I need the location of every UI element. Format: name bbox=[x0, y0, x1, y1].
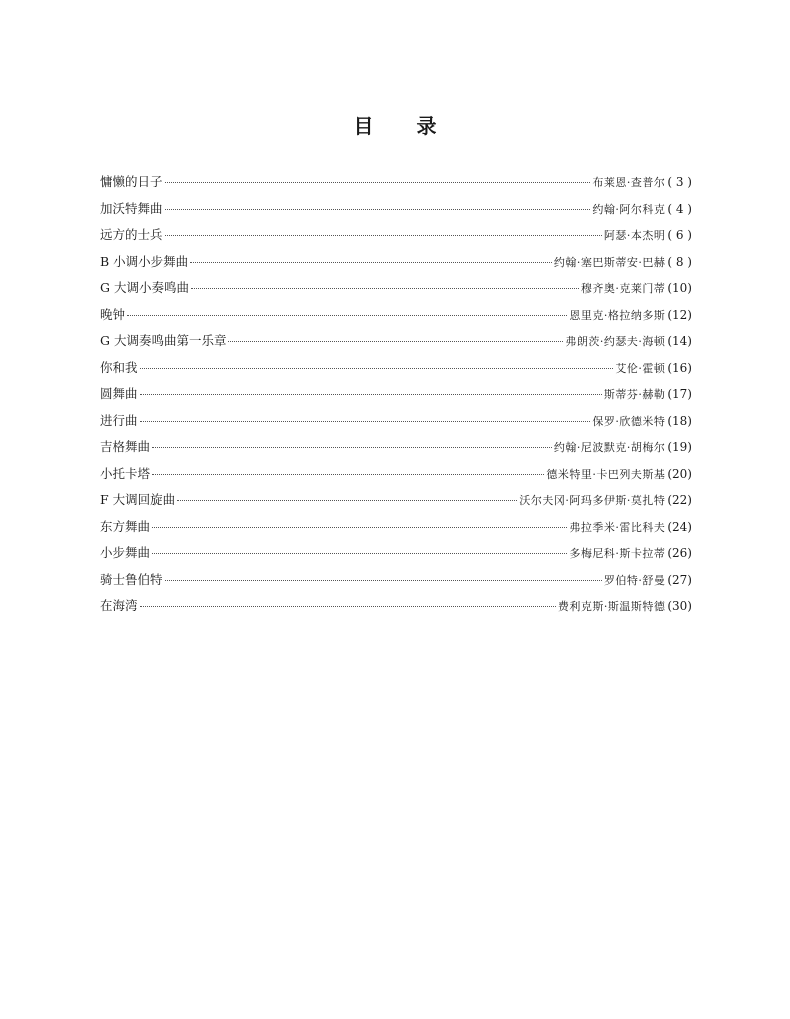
entry-title: B 小调小步舞曲 bbox=[100, 253, 189, 269]
toc-entry[interactable] bbox=[100, 358, 692, 385]
entry-title: 小托卡塔 bbox=[100, 465, 151, 481]
toc-entry[interactable] bbox=[100, 278, 692, 305]
entry-composer: 斯蒂芬·赫勒 bbox=[603, 388, 666, 401]
toc-entry[interactable] bbox=[100, 411, 692, 438]
toc-list bbox=[100, 172, 692, 623]
dot-leader bbox=[165, 181, 591, 183]
entry-composer: 布莱恩·查普尔 bbox=[592, 176, 666, 189]
entry-title: 进行曲 bbox=[100, 412, 138, 428]
entry-page-number: (16) bbox=[667, 360, 692, 375]
dot-leader bbox=[165, 208, 591, 210]
entry-page-number: (30) bbox=[667, 599, 692, 613]
entry-composer: 穆齐奥·克莱门蒂 bbox=[580, 282, 666, 295]
entry-composer: 费利克斯·斯温斯特德 bbox=[557, 600, 666, 613]
entry-composer: 保罗·欣德米特 bbox=[592, 414, 666, 428]
dot-leader bbox=[140, 367, 614, 369]
entry-title: 骑士鲁伯特 bbox=[100, 571, 163, 587]
dot-leader bbox=[177, 499, 517, 501]
entry-title: 加沃特舞曲 bbox=[100, 200, 163, 216]
dot-leader bbox=[140, 420, 591, 422]
toc-entry[interactable] bbox=[100, 517, 692, 544]
toc-entry[interactable] bbox=[100, 384, 692, 411]
dot-leader bbox=[191, 287, 579, 289]
toc-entry[interactable] bbox=[100, 596, 692, 623]
entry-composer: 约翰·塞巴斯蒂安·巴赫 bbox=[553, 255, 666, 269]
entry-page-number: ( 6 ) bbox=[667, 228, 692, 242]
entry-title: 你和我 bbox=[100, 359, 138, 375]
entry-composer: 罗伯特·舒曼 bbox=[603, 573, 666, 587]
toc-entry[interactable] bbox=[100, 543, 692, 570]
dot-leader bbox=[165, 579, 602, 581]
entry-title: 远方的士兵 bbox=[100, 227, 163, 242]
toc-entry[interactable] bbox=[100, 331, 692, 358]
entry-page-number: (24) bbox=[667, 519, 692, 534]
dot-leader bbox=[190, 261, 552, 263]
entry-page-number: (20) bbox=[667, 466, 692, 481]
entry-page-number: (10) bbox=[667, 281, 692, 295]
entry-page-number: (12) bbox=[667, 307, 692, 322]
entry-title: G 大调小奏鸣曲 bbox=[100, 280, 189, 295]
entry-title: 圆舞曲 bbox=[100, 386, 138, 401]
dot-leader bbox=[152, 473, 544, 475]
entry-composer: 多梅尼科·斯卡拉蒂 bbox=[569, 547, 666, 560]
entry-title: 东方舞曲 bbox=[100, 518, 151, 534]
entry-page-number: (18) bbox=[667, 413, 692, 428]
entry-composer: 约翰·尼波默克·胡梅尔 bbox=[553, 441, 666, 454]
entry-page-number: (27) bbox=[667, 572, 692, 587]
toc-entry[interactable] bbox=[100, 570, 692, 597]
entry-title: 在海湾 bbox=[100, 598, 138, 613]
entry-composer: 弗朗茨·约瑟夫·海顿 bbox=[565, 335, 666, 348]
toc-entry[interactable] bbox=[100, 199, 692, 226]
entry-page-number: ( 8 ) bbox=[667, 254, 692, 269]
entry-composer: 沃尔夫冈·阿玛多伊斯·莫扎特 bbox=[519, 494, 666, 507]
entry-title: 小步舞曲 bbox=[100, 545, 151, 560]
dot-leader bbox=[152, 446, 552, 448]
page-title: 目 录 bbox=[353, 114, 455, 138]
toc-entry[interactable] bbox=[100, 437, 692, 464]
dot-leader bbox=[152, 526, 567, 528]
entry-composer: 阿瑟·本杰明 bbox=[603, 229, 666, 242]
toc-entry[interactable] bbox=[100, 225, 692, 252]
dot-leader bbox=[165, 234, 602, 236]
dot-leader bbox=[127, 314, 567, 316]
entry-title: 吉格舞曲 bbox=[100, 439, 151, 454]
entry-composer: 恩里克·格拉纳多斯 bbox=[569, 308, 666, 322]
entry-composer: 弗拉季米·雷比科夫 bbox=[569, 520, 666, 534]
dot-leader bbox=[152, 552, 567, 554]
dot-leader bbox=[140, 393, 602, 395]
entry-page-number: ( 3 ) bbox=[667, 175, 692, 189]
entry-title: G 大调奏鸣曲第一乐章 bbox=[100, 333, 227, 348]
entry-composer: 德米特里·卡巴列夫斯基 bbox=[546, 467, 666, 481]
entry-page-number: ( 4 ) bbox=[667, 201, 692, 216]
toc-entry[interactable] bbox=[100, 252, 692, 279]
entry-title: F 大调回旋曲 bbox=[100, 492, 176, 507]
toc-entry[interactable] bbox=[100, 464, 692, 491]
dot-leader bbox=[228, 340, 563, 342]
entry-title: 慵懒的日子 bbox=[100, 174, 163, 189]
dot-leader bbox=[140, 605, 556, 607]
entry-title: 晚钟 bbox=[100, 306, 126, 322]
entry-page-number: (14) bbox=[667, 334, 692, 348]
entry-composer: 艾伦·霍顿 bbox=[615, 361, 666, 375]
entry-page-number: (17) bbox=[667, 387, 692, 401]
toc-entry[interactable] bbox=[100, 305, 692, 332]
entry-page-number: (22) bbox=[667, 493, 692, 507]
entry-page-number: (19) bbox=[667, 440, 692, 454]
entry-composer: 约翰·阿尔科克 bbox=[592, 202, 666, 216]
toc-entry[interactable] bbox=[100, 172, 692, 199]
toc-entry[interactable] bbox=[100, 490, 692, 517]
entry-page-number: (26) bbox=[667, 546, 692, 560]
